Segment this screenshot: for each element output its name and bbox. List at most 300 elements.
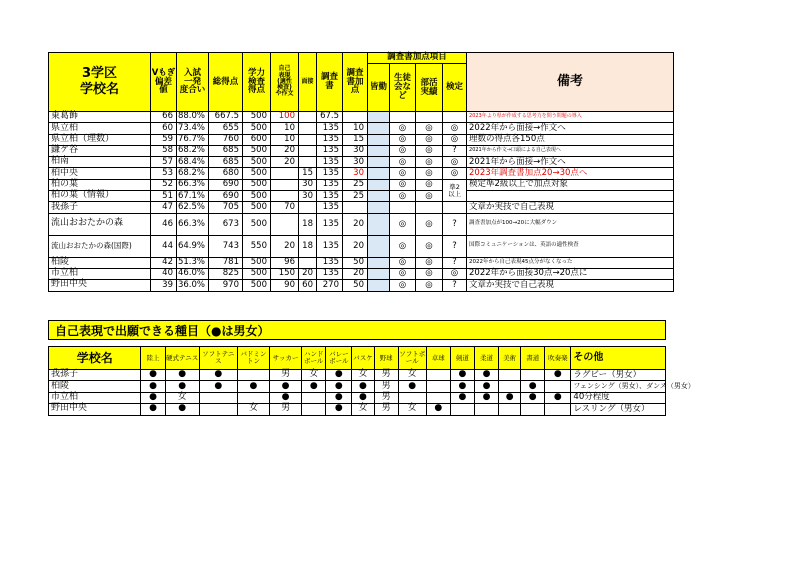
chosasho-cell: 135 [317, 257, 343, 268]
sport-cell: ● [326, 381, 352, 392]
header-kaikin: 皆勤 [368, 64, 390, 112]
gakuryoku-cell: 600 [243, 134, 271, 145]
sport-cell [499, 381, 521, 392]
ippatsu-cell: 73.4% [177, 123, 209, 134]
gakuryoku-cell: 550 [243, 235, 271, 257]
total-cell: 970 [209, 280, 243, 291]
note-cell: 調査書加点が100→20に大幅ダウン [467, 213, 674, 235]
chosasho-cell: 135 [317, 157, 343, 168]
total-cell: 685 [209, 145, 243, 156]
table-row [49, 381, 666, 392]
seito-cell: ◎ [390, 235, 416, 257]
sport-cell: ● [474, 381, 498, 392]
kentei-cell: ◎ [443, 268, 467, 279]
total-cell: 743 [209, 235, 243, 257]
bukatsu-cell: ◎ [416, 268, 443, 279]
note-cell: 理数の得点各150点 [467, 134, 674, 145]
table-row [49, 168, 674, 179]
school-name-cell: 市立柏 [49, 392, 141, 403]
sport-cell: ● [474, 392, 498, 403]
sport-cell [545, 404, 571, 415]
chosasho-cell: 135 [317, 168, 343, 179]
bukatsu-cell: ◎ [416, 123, 443, 134]
jiko-cell: 20 [271, 157, 299, 168]
kentei-cell: ? [443, 213, 467, 235]
total-cell: 690 [209, 179, 243, 190]
gakuryoku-cell: 500 [243, 168, 271, 179]
sport-cell [426, 392, 450, 403]
sport-cell [302, 404, 326, 415]
mensetsu-cell [299, 257, 317, 268]
kaikin-cell [368, 280, 390, 291]
sport-cell [521, 370, 545, 381]
seito-cell: ◎ [390, 123, 416, 134]
chosasho-cell: 135 [317, 268, 343, 279]
sport-cell: ● [270, 381, 302, 392]
kaikin-cell [368, 191, 390, 202]
jiko-cell: 100 [271, 112, 299, 123]
mensetsu-cell: 30 [299, 179, 317, 190]
sport-cell [450, 404, 474, 415]
other-cell: 40分程度 [571, 392, 666, 403]
vmogi-cell: 52 [151, 179, 177, 190]
kaikin-cell [368, 202, 390, 213]
vmogi-cell: 51 [151, 191, 177, 202]
sport-cell: ● [270, 392, 302, 403]
chosasho-cell: 67.5 [317, 112, 343, 123]
sport-cell: ● [450, 370, 474, 381]
jiko-cell: 90 [271, 280, 299, 291]
bukatsu-cell: ◎ [416, 213, 443, 235]
gakuryoku-cell: 500 [243, 257, 271, 268]
sport-cell: ● [165, 370, 199, 381]
sport-cell: ● [199, 370, 237, 381]
sport-cell: ● [326, 370, 352, 381]
sport-cell: 女 [352, 370, 374, 381]
sport-cell: 男 [374, 381, 398, 392]
school-name-cell: 我孫子 [49, 370, 141, 381]
jiko-cell [271, 168, 299, 179]
vmogi-cell: 60 [151, 123, 177, 134]
mensetsu-cell [299, 112, 317, 123]
sport-cell: ● [474, 370, 498, 381]
section-title: 自己表現で出願できる種目（●は男女） [48, 320, 666, 340]
seito-cell: ◎ [390, 134, 416, 145]
gakuryoku-cell: 500 [243, 157, 271, 168]
header-sport: 硬式テニス [165, 347, 199, 370]
note-cell: 2023年調査書加点20→30点へ [467, 168, 674, 179]
chosasho-cell: 135 [317, 235, 343, 257]
header-biko: 備考 [467, 53, 674, 112]
header-sport: ソフトボール [398, 347, 426, 370]
header-total: 総得点 [209, 53, 243, 112]
gakuryoku-cell: 500 [243, 112, 271, 123]
header-sport: バレーボール [326, 347, 352, 370]
chosasho-cell: 135 [317, 191, 343, 202]
jiko-cell: 70 [271, 202, 299, 213]
school-name-cell: 柏の葉 [49, 179, 151, 190]
kaikin-cell [368, 134, 390, 145]
header-gakuryoku: 学力 検査 得点 [243, 53, 271, 112]
sport-cell: ● [545, 370, 571, 381]
gakuryoku-cell: 500 [243, 179, 271, 190]
kentei-cell: ? [443, 280, 467, 291]
sport-cell [426, 381, 450, 392]
header-sport: バドミントン [237, 347, 269, 370]
admission-comparison-table [48, 52, 674, 292]
chosasho-kasan-cell: 10 [343, 123, 368, 134]
school-name-cell: 流山おおたかの森 [49, 213, 151, 235]
jiko-cell: 20 [271, 145, 299, 156]
chosasho-kasan-cell: 15 [343, 134, 368, 145]
kentei-cell: ◎ [443, 123, 467, 134]
sport-cell: 男 [270, 404, 302, 415]
header-chosasho: 調査 書 [317, 53, 343, 112]
mensetsu-cell: 60 [299, 280, 317, 291]
kentei-cell: ? [443, 235, 467, 257]
table-row [49, 392, 666, 403]
total-cell: 760 [209, 134, 243, 145]
sport-cell: ● [352, 392, 374, 403]
header-other: その他 [571, 347, 666, 370]
ippatsu-cell: 64.9% [177, 235, 209, 257]
kaikin-cell [368, 235, 390, 257]
jiko-cell [271, 213, 299, 235]
sport-cell [474, 404, 498, 415]
mensetsu-cell [299, 123, 317, 134]
gakuryoku-cell: 500 [243, 191, 271, 202]
mensetsu-cell: 30 [299, 191, 317, 202]
header-bukatsu: 部活 実績 [416, 64, 443, 112]
header-kasan-group: 調査書加点項目 [368, 53, 467, 64]
note-cell: 2022年から面接30点→20点に [467, 268, 674, 279]
note-cell: 2022年から面接→作文へ [467, 123, 674, 134]
table-row [49, 235, 674, 257]
sport-cell [426, 370, 450, 381]
kaikin-cell [368, 145, 390, 156]
total-cell: 680 [209, 168, 243, 179]
sport-cell: ● [545, 392, 571, 403]
mensetsu-cell [299, 202, 317, 213]
self-expression-sports-table [48, 346, 695, 416]
sport-cell: 女 [352, 404, 374, 415]
school-name-cell: 柏南 [49, 157, 151, 168]
header-sport: 野球 [374, 347, 398, 370]
sport-cell: ● [450, 381, 474, 392]
total-cell: 781 [209, 257, 243, 268]
sport-cell: ● [426, 404, 450, 415]
chosasho-cell: 135 [317, 179, 343, 190]
bukatsu-cell: ◎ [416, 134, 443, 145]
header-sport: ソフトテニス [199, 347, 237, 370]
kentei-cell: ? [443, 145, 467, 156]
sport-cell [499, 404, 521, 415]
total-cell: 705 [209, 202, 243, 213]
sport-cell: ● [398, 381, 426, 392]
chosasho-cell: 135 [317, 202, 343, 213]
vmogi-cell: 39 [151, 280, 177, 291]
sport-cell [199, 404, 237, 415]
chosasho-cell: 135 [317, 123, 343, 134]
sport-cell: 女 [165, 392, 199, 403]
header-sport: 卓球 [426, 347, 450, 370]
header-kentei: 検定 [443, 64, 467, 112]
sport-cell: ● [450, 392, 474, 403]
kaikin-cell [368, 168, 390, 179]
mensetsu-cell: 18 [299, 235, 317, 257]
mensetsu-cell [299, 134, 317, 145]
seito-cell [390, 202, 416, 213]
vmogi-cell: 44 [151, 235, 177, 257]
note-cell: 2022年から自己表現45点分がなくなった [467, 257, 674, 268]
ippatsu-cell: 67.1% [177, 191, 209, 202]
sport-cell: ● [165, 381, 199, 392]
school-name-cell: 県立柏 [49, 123, 151, 134]
bukatsu-cell: ◎ [416, 235, 443, 257]
vmogi-cell: 53 [151, 168, 177, 179]
total-cell: 667.5 [209, 112, 243, 123]
total-cell: 690 [209, 191, 243, 202]
sport-cell: ● [499, 392, 521, 403]
total-cell: 655 [209, 123, 243, 134]
sport-cell [521, 404, 545, 415]
seito-cell: ◎ [390, 280, 416, 291]
kaikin-cell [368, 213, 390, 235]
gakuryoku-cell: 500 [243, 280, 271, 291]
kaikin-cell [368, 123, 390, 134]
ippatsu-cell: 46.0% [177, 268, 209, 279]
total-cell: 685 [209, 157, 243, 168]
kentei-cell [443, 112, 467, 123]
seito-cell: ◎ [390, 145, 416, 156]
bukatsu-cell: ◎ [416, 179, 443, 190]
header-sport: 柔道 [474, 347, 498, 370]
table-row [49, 257, 674, 268]
sport-cell [237, 370, 269, 381]
note-cell: 検定準2級以上で加点対象 [467, 179, 674, 190]
sport-cell: ● [237, 381, 269, 392]
sport-cell: 女 [237, 404, 269, 415]
sport-cell [545, 381, 571, 392]
table-row [49, 191, 674, 202]
table-row [49, 179, 674, 190]
total-cell: 673 [209, 213, 243, 235]
chosasho-kasan-cell: 25 [343, 191, 368, 202]
sport-cell: ● [521, 381, 545, 392]
kaikin-cell [368, 157, 390, 168]
bukatsu-cell: ◎ [416, 191, 443, 202]
chosasho-kasan-cell: 20 [343, 268, 368, 279]
bukatsu-cell: ◎ [416, 157, 443, 168]
vmogi-cell: 40 [151, 268, 177, 279]
chosasho-kasan-cell [343, 112, 368, 123]
kaikin-cell [368, 179, 390, 190]
school-name-cell: 柏陵 [49, 381, 141, 392]
sport-cell: 男 [374, 404, 398, 415]
kentei-cell: ◎ [443, 134, 467, 145]
school-name-cell: 柏陵 [49, 257, 151, 268]
header-mensetsu: 面接 [299, 53, 317, 112]
chosasho-cell: 135 [317, 213, 343, 235]
ippatsu-cell: 68.2% [177, 168, 209, 179]
kaikin-cell [368, 268, 390, 279]
ippatsu-cell: 51.3% [177, 257, 209, 268]
note-cell: 文章か実技で自己表現 [467, 280, 674, 291]
header-sport: 吹奏楽 [545, 347, 571, 370]
header-sport: サッカー [270, 347, 302, 370]
sport-cell: 女 [302, 370, 326, 381]
gakuryoku-cell: 500 [243, 202, 271, 213]
jiko-cell [271, 191, 299, 202]
kaikin-cell [368, 112, 390, 123]
jiko-cell: 20 [271, 235, 299, 257]
vmogi-cell: 46 [151, 213, 177, 235]
ippatsu-cell: 66.3% [177, 213, 209, 235]
chosasho-cell: 135 [317, 134, 343, 145]
seito-cell: ◎ [390, 157, 416, 168]
seito-cell: ◎ [390, 191, 416, 202]
note-cell: 2023年より県が作成する思考力を問う問題の導入 [467, 112, 674, 123]
mensetsu-cell [299, 145, 317, 156]
table-row [49, 280, 674, 291]
table-row [49, 202, 674, 213]
sport-cell: ● [521, 392, 545, 403]
ippatsu-cell: 88.0% [177, 112, 209, 123]
sport-cell: ● [326, 392, 352, 403]
sport-cell: 男 [374, 370, 398, 381]
sport-cell [398, 392, 426, 403]
table-row [49, 112, 674, 123]
sport-cell: 女 [398, 370, 426, 381]
chosasho-kasan-cell: 50 [343, 257, 368, 268]
sport-cell [237, 392, 269, 403]
sport-cell [302, 392, 326, 403]
vmogi-cell: 42 [151, 257, 177, 268]
sport-cell: 男 [374, 392, 398, 403]
kaikin-cell [368, 257, 390, 268]
mensetsu-cell [299, 157, 317, 168]
sport-cell [499, 370, 521, 381]
sport-cell: ● [141, 370, 165, 381]
jiko-cell: 10 [271, 134, 299, 145]
chosasho-kasan-cell: 50 [343, 280, 368, 291]
seito-cell: ◎ [390, 257, 416, 268]
header-school-name: 学校名 [49, 347, 141, 370]
bukatsu-cell [416, 112, 443, 123]
chosasho-kasan-cell: 20 [343, 235, 368, 257]
header-ippatsu: 入試 一発 度合い [177, 53, 209, 112]
sport-cell: ● [326, 404, 352, 415]
bukatsu-cell: ◎ [416, 145, 443, 156]
header-sport: 美術 [499, 347, 521, 370]
sport-cell: ● [165, 404, 199, 415]
header-sport: ハンドボール [302, 347, 326, 370]
header-sport: 陸上 [141, 347, 165, 370]
bukatsu-cell: ◎ [416, 280, 443, 291]
sport-cell: 女 [398, 404, 426, 415]
ippatsu-cell: 68.2% [177, 145, 209, 156]
vmogi-cell: 59 [151, 134, 177, 145]
jiko-cell [271, 179, 299, 190]
chosasho-cell: 270 [317, 280, 343, 291]
seito-cell: ◎ [390, 179, 416, 190]
header-sport: バスケ [352, 347, 374, 370]
school-name-cell: 我孫子 [49, 202, 151, 213]
kentei-cell: ◎ [443, 157, 467, 168]
header-sport: 書道 [521, 347, 545, 370]
chosasho-cell: 135 [317, 145, 343, 156]
seito-cell: ◎ [390, 213, 416, 235]
kentei-cell: ◎ [443, 168, 467, 179]
chosasho-kasan-cell: 20 [343, 213, 368, 235]
school-name-cell: 市立柏 [49, 268, 151, 279]
bukatsu-cell: ◎ [416, 257, 443, 268]
jiko-cell: 150 [271, 268, 299, 279]
jiko-cell: 10 [271, 123, 299, 134]
sport-cell [199, 392, 237, 403]
ippatsu-cell: 66.3% [177, 179, 209, 190]
kentei-cell: ? [443, 257, 467, 268]
sport-cell: 男 [270, 370, 302, 381]
chosasho-kasan-cell [343, 202, 368, 213]
note-cell: 2021年から作文→口頭による自己表現へ [467, 145, 674, 156]
ippatsu-cell: 62.5% [177, 202, 209, 213]
sport-cell: ● [141, 404, 165, 415]
table-row [49, 123, 674, 134]
header-school: 3学区 学校名 [49, 53, 151, 112]
table-row [49, 145, 674, 156]
bukatsu-cell: ◎ [416, 168, 443, 179]
table-row [49, 157, 674, 168]
sport-cell: ● [141, 381, 165, 392]
note-cell: 文章か実技で自己表現 [467, 202, 674, 213]
seito-cell [390, 112, 416, 123]
ippatsu-cell: 68.4% [177, 157, 209, 168]
header-vmogi: Vもぎ 偏差 値 [151, 53, 177, 112]
school-name-cell: 県立柏（理数） [49, 134, 151, 145]
school-name-cell: 鎌ケ谷 [49, 145, 151, 156]
vmogi-cell: 57 [151, 157, 177, 168]
note-cell [467, 191, 674, 202]
table-row [49, 370, 666, 381]
sport-cell: ● [199, 381, 237, 392]
ippatsu-cell: 76.7% [177, 134, 209, 145]
vmogi-cell: 66 [151, 112, 177, 123]
gakuryoku-cell: 500 [243, 268, 271, 279]
sport-cell: ● [141, 392, 165, 403]
chosasho-kasan-cell: 30 [343, 168, 368, 179]
jiko-cell: 96 [271, 257, 299, 268]
mensetsu-cell: 18 [299, 213, 317, 235]
gakuryoku-cell: 500 [243, 213, 271, 235]
school-name-cell: 柏の葉（情報） [49, 191, 151, 202]
school-name-cell: 野田中央 [49, 280, 151, 291]
other-cell: レスリング（男女） [571, 404, 666, 415]
total-cell: 825 [209, 268, 243, 279]
note-cell: 国際コミュニケーションは、英語の適性検査 [467, 235, 674, 257]
header-sport: 剣道 [450, 347, 474, 370]
seito-cell: ◎ [390, 268, 416, 279]
gakuryoku-cell: 500 [243, 123, 271, 134]
bukatsu-cell [416, 202, 443, 213]
chosasho-kasan-cell: 25 [343, 179, 368, 190]
table-row [49, 213, 674, 235]
kentei-cell [443, 202, 467, 213]
gakuryoku-cell: 500 [243, 145, 271, 156]
other-cell: ラグビー（男女） [571, 370, 666, 381]
header-chosasho-kasan: 調査 書加 点 [343, 53, 368, 112]
school-name-cell: 野田中央 [49, 404, 141, 415]
